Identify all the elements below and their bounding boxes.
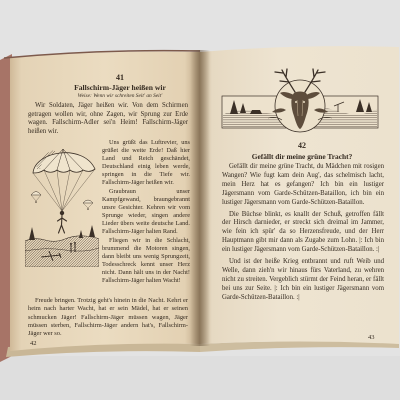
- left-verse-2: Uns grüßt das Luftrevier, uns grüßet die weite Erde! Daß hier Land und Reich geschändet, Deutschland einig leben werde, springen in die Tiefe wir. Fallschirm-Jäger heißen wir.: [102, 139, 190, 186]
- right-song-title: Gefällt dir meine grüne Tracht?: [251, 152, 353, 161]
- parachute-canopy: [33, 149, 95, 173]
- left-page-number: 42: [30, 340, 37, 347]
- left-intro-verse-box: [28, 102, 188, 138]
- right-stanza-1: Gefällt dir meine grüne Tracht, du Mädchen mit rosigen Wangen? Wie fugt kam dein Aug', das schelmisch lacht, mein Herz hat es gefangen? Ich bin ein lustiger Jägersmann vom Garde-Schützen-Bataillon, ich bin ein lustiger Jägersmann vom Garde-Schützen-Bataillon.: [222, 163, 384, 206]
- right-page-number: 43: [368, 334, 375, 341]
- stag-drawing: [220, 66, 380, 134]
- distant-parachute-right: [83, 200, 93, 210]
- left-song-melody: Weise: Wenn wir schreiten Seit' an Seit': [77, 93, 163, 99]
- right-song-number: 42: [298, 141, 306, 150]
- right-stanza-2: Die Büchse blinkt, es knallt der Schuß, getroffen fällt der Hirsch darnieder, er streckt sich dreimal im Jammer, wie fein ich spür' da so Herzensfreude, und der Herr Hauptmann gibt mir dann als Zugabe zum Lohn. |: Ich bin ein lustiger Jägersmann vom Garde-Schützen-Bataillon. :|: [222, 210, 384, 254]
- left-intro-verse: Wir Soldaten, Jäger heißen wir. Von dem Schirmen getragen wollen wir, ohne Zagen, wir Sprung zur Erde wagen. Fallschirm-Adler sei'n Heim! Fallschirm-Jäger heißen wir.: [28, 102, 188, 135]
- left-closing-verse: Freude bringen. Trotzig geht's hinein in die Nacht. Kehrt er heim nach harter Wacht, hat er sein Mädel, hat er seinen schmucken Jäger! Fallschirm-Jäger müssen wagen, Jäger müssen sterben, Fallschirm-Jäger andern hat's, Fallschirm-Jäger wer so.: [28, 297, 188, 338]
- landscape-ground: [25, 236, 99, 267]
- left-closing-verse-box: [28, 297, 188, 339]
- left-verse-3: Graubraun unser Kampfgewand, braungebrannt unsre Gesichter. Kehren wir vom Sprunge wieder, singen andere Lieder übers weite deutsche Land. Fallschirm-Jäger halten Rand.: [102, 188, 190, 235]
- table-surface-lower: [0, 356, 400, 400]
- left-verse-4: Fliegen wir in die Schlacht, brummend die Motoren singen, dann bleibt uns wenig Sprungzeit, Todesschreck kennt unser Herz nicht. Dann hält uns in der Nacht! Fallschirm-Jäger halten Wacht!: [102, 237, 190, 284]
- stag-illustration: [220, 66, 380, 134]
- parachutist-illustration: [25, 141, 99, 267]
- left-song-title: Fallschirm-Jäger heißen wir: [74, 83, 166, 92]
- right-stanza-column: [222, 163, 384, 333]
- left-verse-column: [102, 139, 190, 295]
- suspension-lines: [33, 169, 95, 211]
- parachutist-drawing: [25, 141, 99, 267]
- distant-parachute-left: [31, 192, 41, 203]
- right-stanza-3: Und ist der heiße Krieg entbrannt und ruft Weib und Welle, dann zieh'n wir hinaus fürs Vaterland, zu wehren nicht zu streiten. Vergeblich stürmt der Feind heran, er fällt bei uns zur Seite. |: Ich bin ein lustiger Jägersmann vom Garde-Schützen-Bataillon. :|: [222, 258, 384, 301]
- parachutist-figure: [58, 211, 67, 233]
- left-song-number: 41: [116, 73, 124, 82]
- gutter-shadow: [190, 50, 210, 346]
